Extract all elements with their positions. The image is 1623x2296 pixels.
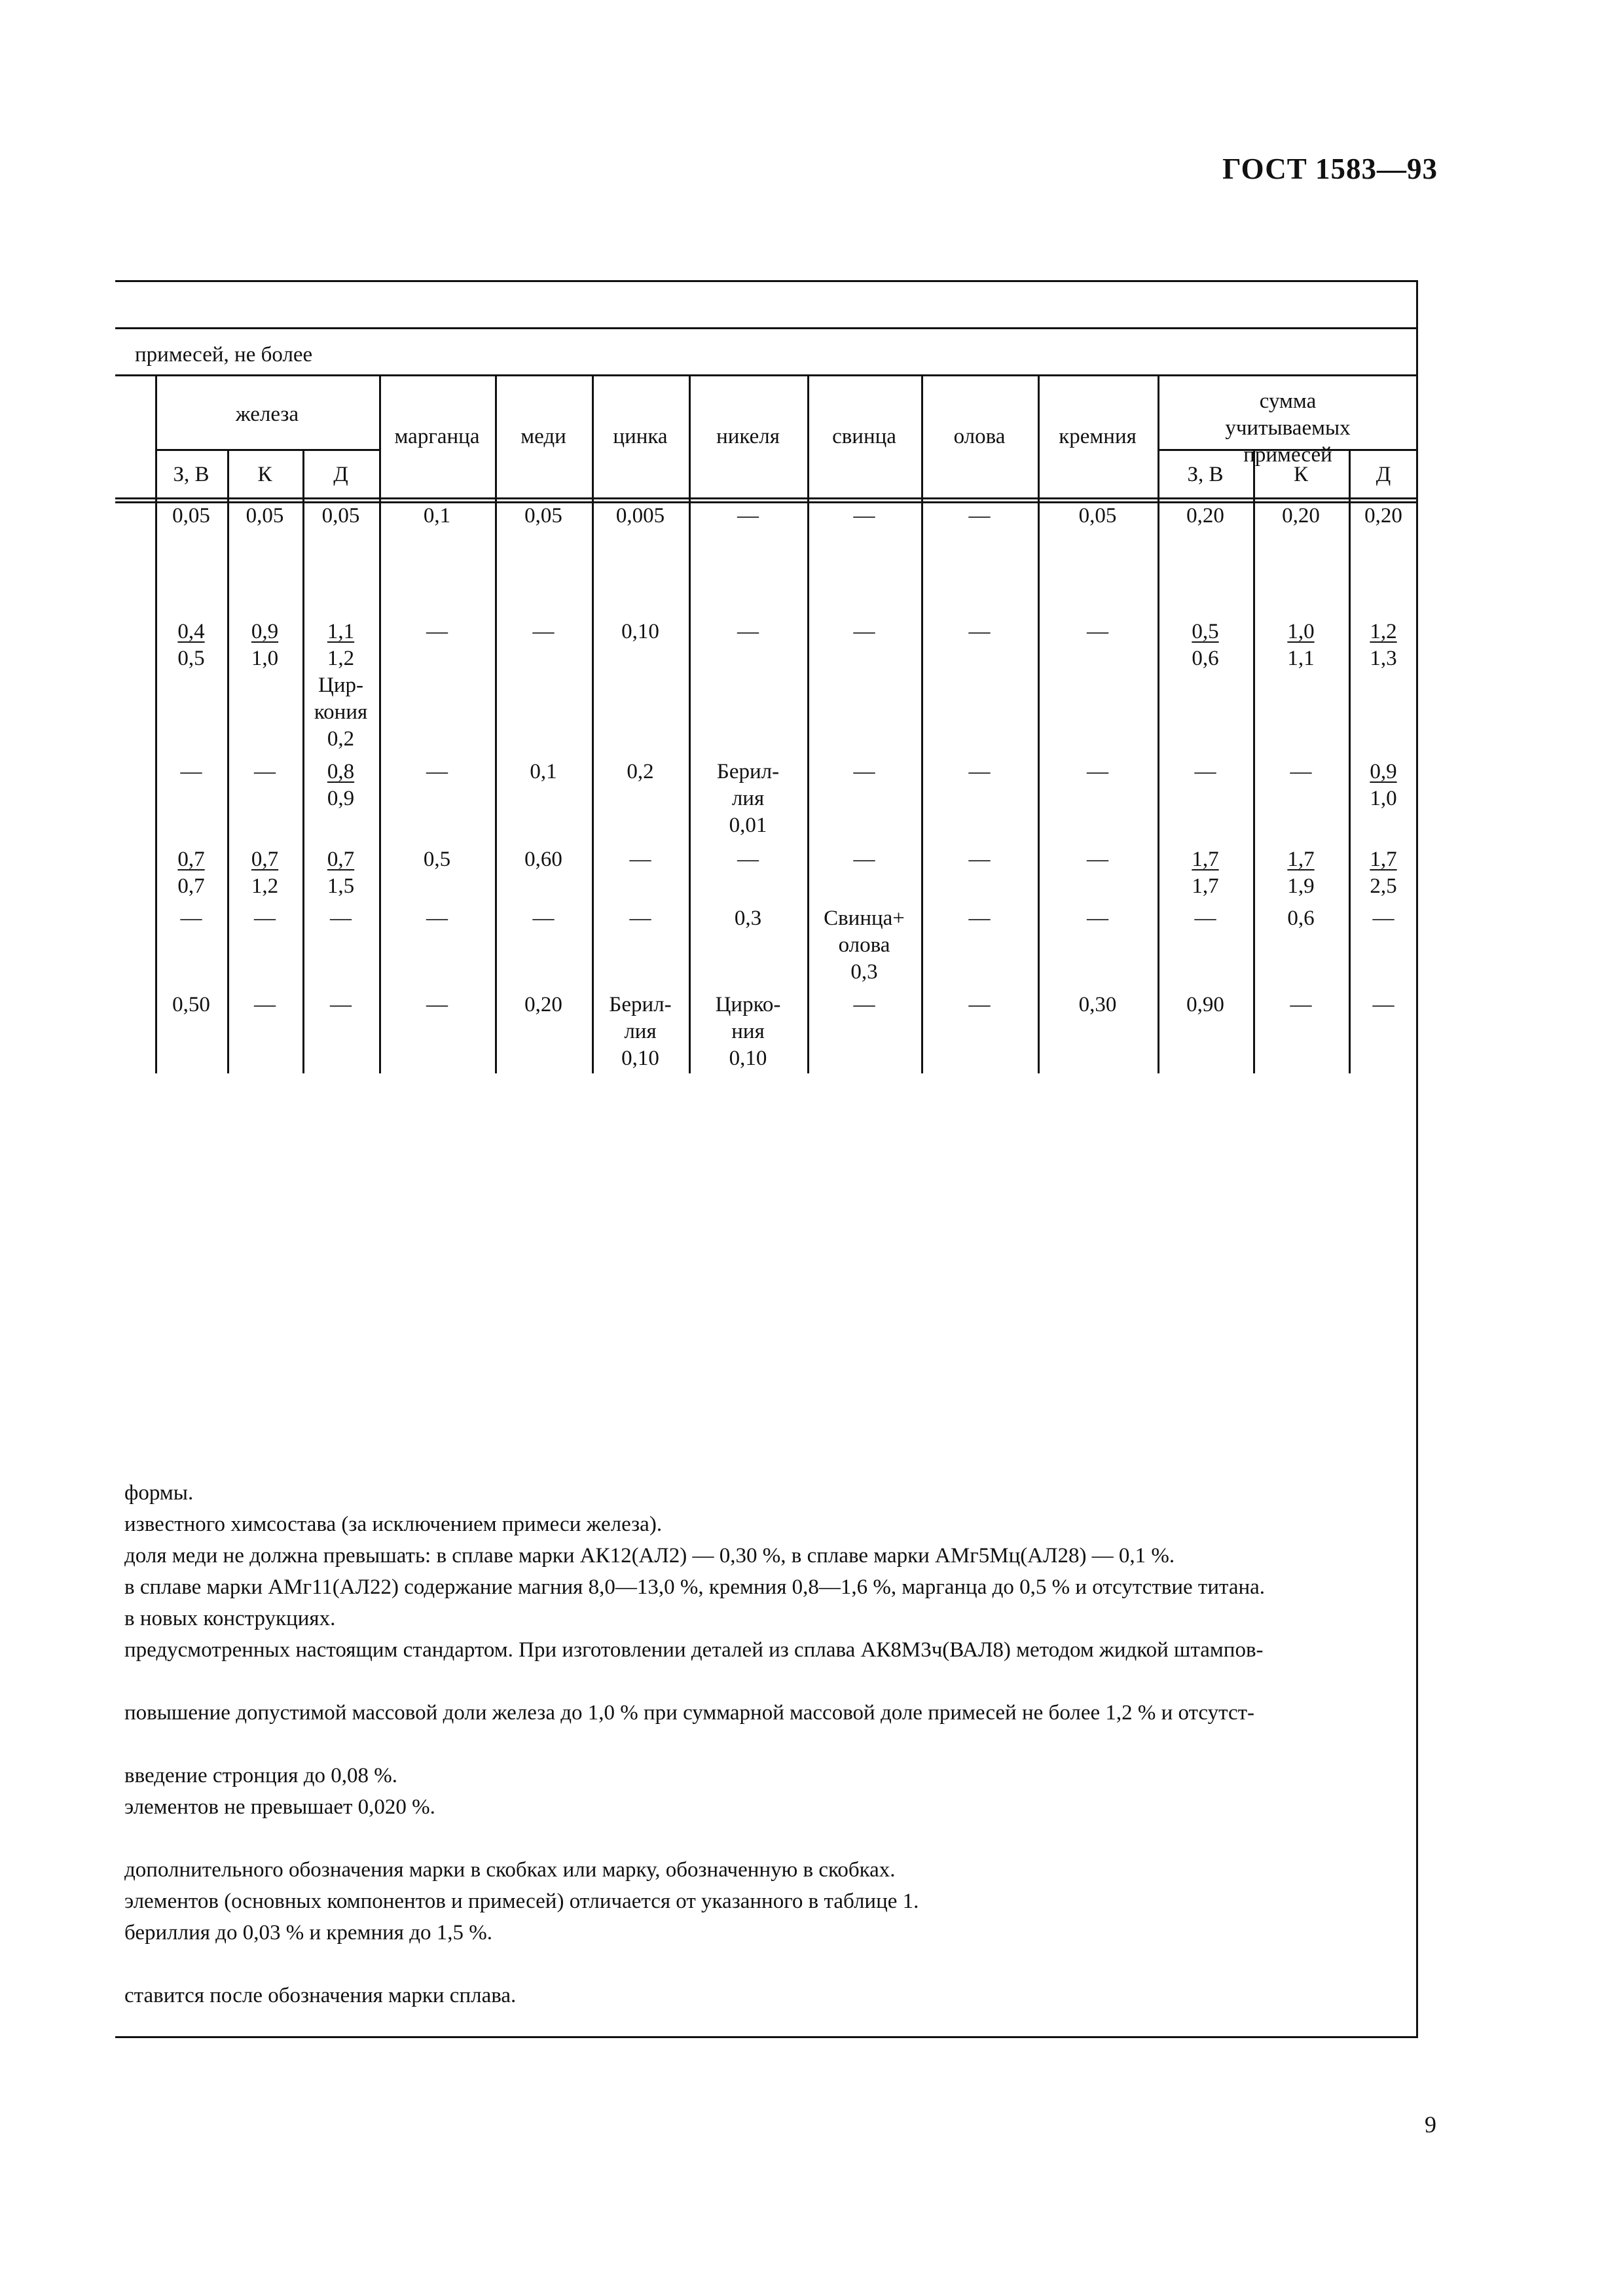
- table-cell: —: [180, 760, 202, 783]
- table-cell: [302, 846, 379, 900]
- table-cell: —: [426, 906, 448, 930]
- table-cell: —: [532, 620, 555, 643]
- table-cell: [1158, 846, 1253, 900]
- table-cell: —: [737, 504, 759, 528]
- footnote-line: повышение допустимой массовой доли железа до 1,0 % при суммарной массовой доле примесей не более 1,2 % и отсутст-: [124, 1701, 1255, 1725]
- col-rule: [1038, 374, 1040, 1073]
- table-cell: 0,2: [627, 760, 654, 783]
- table-cell: [302, 759, 379, 812]
- fraction: $\frac{0,7}{1,5}$: [327, 848, 355, 898]
- table-cell: 0,90: [1186, 993, 1224, 1016]
- table-cell: [1253, 846, 1349, 900]
- table-cell: [227, 846, 302, 900]
- zirconium-label: Цир-: [318, 673, 363, 697]
- subheader-sum-zv: З, В: [1187, 463, 1224, 486]
- beryllium-label: Берил-: [609, 993, 672, 1016]
- subheader-sum-k: К: [1293, 463, 1308, 486]
- table-cell: —: [629, 848, 651, 871]
- table-cell: —: [254, 906, 276, 930]
- lead-tin-label: Свинца+: [824, 906, 905, 930]
- col-rule: [592, 374, 594, 1073]
- footnote-line: известного химсостава (за исключением примеси железа).: [124, 1513, 663, 1536]
- table-cell: —: [330, 906, 352, 930]
- table-cell: —: [426, 760, 448, 783]
- table-cell: 0,20: [1364, 504, 1402, 528]
- footnote-line: элементов не превышает 0,020 %.: [124, 1795, 435, 1819]
- table-cell: [689, 992, 807, 1072]
- fraction: $\frac{0,9}{1,0}$: [1370, 760, 1397, 810]
- footnote-gap: [124, 1823, 1408, 1854]
- footnote-line: доля меди не должна превышать: в сплаве марки АК12(АЛ2) — 0,30 %, в сплаве марки АМг5Мц(АЛ28) — 0,1 %.: [124, 1544, 1175, 1568]
- table-cell: —: [853, 504, 875, 528]
- lead-tin-label: олова: [838, 933, 890, 957]
- table-cell: 0,3: [734, 906, 762, 930]
- col-header-nickel: никеля: [716, 425, 780, 448]
- table-cell: 0,6: [1287, 906, 1315, 930]
- subheader-k: К: [257, 463, 272, 486]
- footnote-line: в новых конструкциях.: [124, 1607, 336, 1630]
- col-header-manganese: марганца: [394, 425, 480, 448]
- fraction: $\frac{1,7}{1,7}$: [1192, 848, 1219, 898]
- footnote-gap: [124, 1948, 1408, 1980]
- table-cell: 0,20: [1282, 504, 1320, 528]
- table-cell: —: [968, 760, 991, 783]
- fraction: $\frac{1,2}{1,3}$: [1370, 620, 1397, 670]
- footnote-line: формы.: [124, 1481, 194, 1505]
- fraction: $\frac{0,9}{1,0}$: [251, 620, 279, 670]
- col-header-zinc: цинка: [613, 425, 668, 448]
- col-header-tin: олова: [953, 425, 1006, 448]
- table-cell: [1349, 619, 1418, 672]
- fraction: $\frac{1,7}{1,9}$: [1287, 848, 1315, 898]
- table-cell: —: [737, 848, 759, 871]
- table-cell: 0,005: [615, 504, 665, 528]
- table-cell: 0,10: [621, 620, 659, 643]
- footnote-line: ставится после обозначения марки сплава.: [124, 1984, 517, 2007]
- col-rule: [495, 374, 497, 1073]
- table-cell: —: [330, 993, 352, 1016]
- footnote-line: дополнительного обозначения марки в скобках или марку, обозначенную в скобках.: [124, 1858, 896, 1882]
- table-cell: 0,20: [524, 993, 562, 1016]
- table-cell: 0,50: [172, 993, 210, 1016]
- footnote-line: элементов (основных компонентов и примесей) отличается от указанного в таблице 1.: [124, 1890, 919, 1913]
- beryllium-label: лия: [731, 787, 765, 810]
- table-cell: —: [853, 620, 875, 643]
- zirconium-value: 0,10: [729, 1047, 767, 1070]
- zirconium-label: ния: [731, 1020, 765, 1043]
- table-cell: [1349, 846, 1418, 900]
- table-cell: —: [737, 620, 759, 643]
- lead-tin-value: 0,3: [850, 960, 878, 984]
- zirconium-value: 0,2: [327, 727, 355, 751]
- col-header-silicon: кремния: [1059, 425, 1137, 448]
- table-cell: 0,60: [524, 848, 562, 871]
- group-header: примесей, не более: [135, 343, 313, 367]
- table-cell: —: [968, 504, 991, 528]
- table-cell: —: [1290, 993, 1312, 1016]
- beryllium-label: лия: [624, 1020, 657, 1043]
- table-cell: 0,05: [1078, 504, 1117, 528]
- fraction: $\frac{0,7}{1,2}$: [251, 848, 279, 898]
- table-cell: —: [1194, 760, 1216, 783]
- table-cell: 0,5: [423, 848, 451, 871]
- table-cell: [1253, 619, 1349, 672]
- table-cell: 0,05: [321, 504, 360, 528]
- table-cell: [302, 619, 379, 753]
- table-cell: —: [968, 848, 991, 871]
- footnote-gap: [124, 1729, 1408, 1760]
- table-cell: [689, 759, 807, 839]
- table-cell: —: [180, 906, 202, 930]
- table-cell: 0,20: [1186, 504, 1224, 528]
- table-cell: —: [1087, 906, 1108, 930]
- col-header-iron: железа: [235, 403, 299, 426]
- col-header-sum: сумма учитываемых примесей: [1225, 389, 1351, 467]
- col-rule: [379, 374, 381, 1073]
- beryllium-value: 0,10: [621, 1047, 659, 1070]
- footnotes: [124, 1477, 1408, 2011]
- table-cell: —: [968, 906, 991, 930]
- fraction: $\frac{1,0}{1,1}$: [1287, 620, 1315, 670]
- subheader-d: Д: [333, 463, 348, 486]
- beryllium-value: 0,01: [729, 814, 767, 837]
- rule-top-inner: [115, 327, 1418, 329]
- table-cell: [1349, 759, 1418, 812]
- col-rule: [921, 374, 923, 1073]
- table-cell: —: [853, 760, 875, 783]
- table-cell: [155, 619, 227, 672]
- zirconium-label: кония: [314, 700, 368, 724]
- table-cell: —: [629, 906, 651, 930]
- fraction: $\frac{0,8}{0,9}$: [327, 760, 355, 810]
- footnote-line: бериллия до 0,03 % и кремния до 1,5 %.: [124, 1921, 492, 1945]
- table-cell: 0,05: [524, 504, 562, 528]
- table-cell: —: [853, 993, 875, 1016]
- table-cell: —: [1290, 760, 1312, 783]
- table-cell: 0,05: [172, 504, 210, 528]
- fraction: $\frac{1,7}{2,5}$: [1370, 848, 1397, 898]
- table-cell: —: [1372, 993, 1395, 1016]
- footnote-gap: [124, 1666, 1408, 1697]
- col-header-lead: свинца: [832, 425, 896, 448]
- fraction: $\frac{0,7}{0,7}$: [177, 848, 205, 898]
- table-cell: 0,1: [530, 760, 557, 783]
- rule-header-bottom: [115, 497, 1418, 499]
- table-cell: 0,30: [1078, 993, 1117, 1016]
- fraction: $\frac{1,1}{1,2}$: [327, 620, 355, 670]
- table-cell: [1158, 619, 1253, 672]
- table-cell: 0,1: [423, 504, 451, 528]
- subheader-sum-d: Д: [1376, 463, 1391, 486]
- page-number: 9: [1425, 2111, 1436, 2138]
- table-cell: 0,05: [246, 504, 284, 528]
- table-cell: —: [1372, 906, 1395, 930]
- table-cell: —: [426, 993, 448, 1016]
- rule-iron-sub: [155, 449, 379, 451]
- table-cell: [155, 846, 227, 900]
- table-cell: —: [254, 760, 276, 783]
- table-cell: [592, 992, 689, 1072]
- subheader-zv: З, В: [173, 463, 210, 486]
- standard-title: ГОСТ 1583—93: [1222, 152, 1438, 185]
- table-cell: —: [426, 620, 448, 643]
- table-cell: —: [254, 993, 276, 1016]
- fraction: $\frac{0,5}{0,6}$: [1192, 620, 1219, 670]
- table-cell: [807, 905, 921, 986]
- table-cell: [227, 619, 302, 672]
- col-rule: [689, 374, 691, 1073]
- table-cell: —: [1087, 620, 1108, 643]
- table-cell: —: [532, 906, 555, 930]
- table-cell: —: [968, 993, 991, 1016]
- table-cell: —: [853, 848, 875, 871]
- table-cell: —: [968, 620, 991, 643]
- footnote-line: введение стронция до 0,08 %.: [124, 1764, 397, 1787]
- beryllium-label: Берил-: [716, 760, 780, 783]
- table-cell: —: [1087, 760, 1108, 783]
- col-header-copper: меди: [520, 425, 566, 448]
- rule-group-header: [115, 374, 1418, 376]
- footnote-line: предусмотренных настоящим стандартом. При изготовлении деталей из сплава АК8М3ч(ВАЛ8) методом жидкой штампов-: [124, 1638, 1264, 1662]
- table-cell: —: [1087, 848, 1108, 871]
- table-cell: —: [1194, 906, 1216, 930]
- zirconium-label: Цирко-: [715, 993, 781, 1016]
- footnote-line: в сплаве марки АМг11(АЛ22) содержание магния 8,0—13,0 %, кремния 0,8—1,6 %, марганца до 0,5 % и отсутствие титана.: [124, 1575, 1266, 1599]
- fraction: $\frac{0,4}{0,5}$: [177, 620, 205, 670]
